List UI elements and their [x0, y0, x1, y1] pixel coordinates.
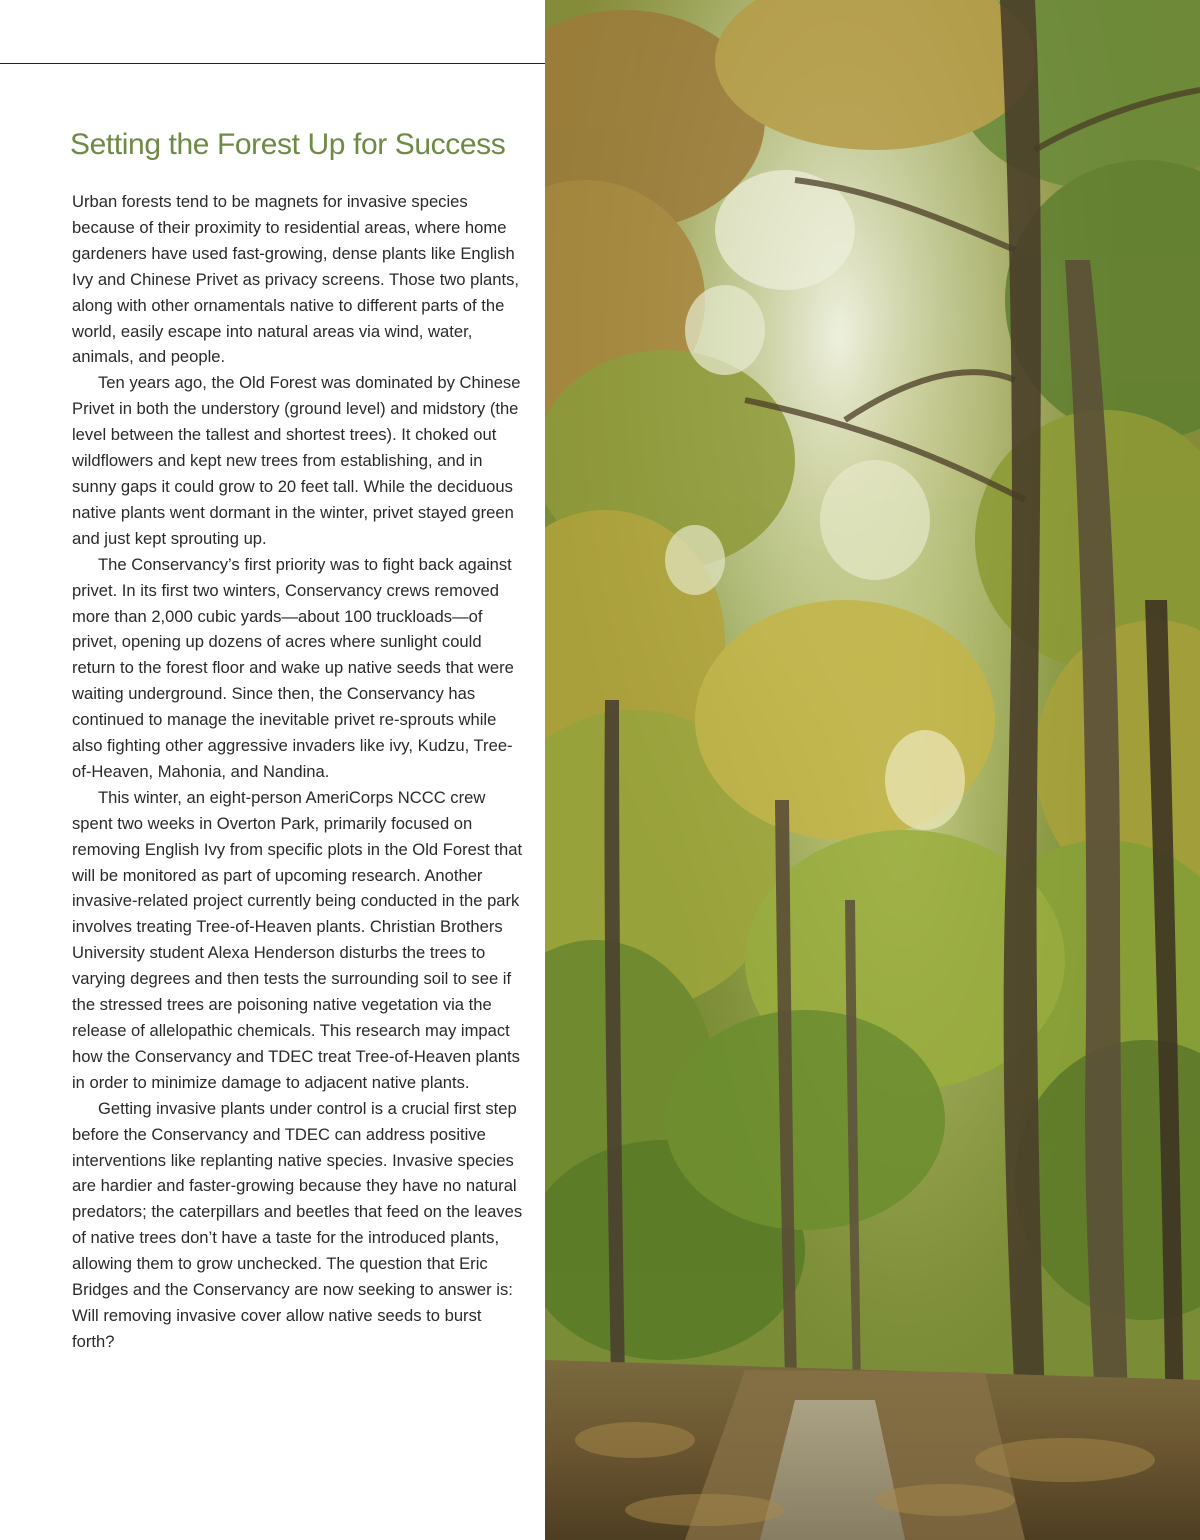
text-column [0, 0, 545, 1540]
forest-path-photo [545, 0, 1200, 1540]
article-heading: Setting the Forest Up for Success [70, 128, 506, 161]
paragraph-3: The Conservancy’s first priority was to fight back against privet. In its first two winters, Conservancy crews removed more than 2,000 cubic yards—about 100 truckloads—of privet, opening up dozens of acres where sunlight could return to the forest floor and wake up native seeds that were waiting underground. Since then, the Conservancy has continued to manage the inevitable privet re-sprouts while also fighting other aggressive invaders like ivy, Kudzu, Tree-of-Heaven, Mahonia, and Nandina. [72, 554, 514, 781]
paragraph-2: Ten years ago, the Old Forest was dominated by Chinese Privet in both the understory (ground level) and midstory (the level between the tallest and shortest trees). It choked out wildflowers and kept new trees from establishing, and in sunny gaps it could grow to 20 feet tall. While the deciduous native plants went dormant in the winter, privet stayed green and just kept sprouting up. [72, 373, 521, 548]
paragraph-1: Urban forests tend to be magnets for invasive species because of their proximity to residential areas, where home gardeners have used fast-growing, dense plants like English Ivy and Chinese Privet as privacy screens. Those two plants, along with other ornamentals native to different parts of the world, easily escape into natural areas via wind, water, animals, and people. [72, 192, 520, 367]
top-rule-divider [0, 63, 545, 64]
paragraph-4: This winter, an eight-person AmeriCorps NCCC crew spent two weeks in Overton Park, primarily focused on removing English Ivy from specific plots in the Old Forest that will be monitored as part of upcoming research. Another invasive-related project currently being conducted in the park involves treating Tree-of-Heaven plants. Christian Brothers University student Alexa Henderson disturbs the trees to varying degrees and then tests the surrounding soil to see if the stressed trees are poisoning native vegetation via the release of allelopathic chemicals. This research may impact how the Conservancy and TDEC treat Tree-of-Heaven plants in order to minimize damage to adjacent native plants. [72, 787, 523, 1092]
forest-illustration [545, 0, 1200, 1540]
paragraph-5: Getting invasive plants under control is a crucial first step before the Conservancy and TDEC can address positive interventions like replanting native species. Invasive species are hardier and faster-growing because they have no natural predators; the caterpillars and beetles that feed on the leaves of native trees don’t have a taste for the introduced plants, allowing them to grow unchecked. The question that Eric Bridges and the Conservancy are now seeking to answer is: Will removing invasive cover allow native seeds to burst forth? [72, 1098, 523, 1351]
article-body [72, 189, 524, 1355]
